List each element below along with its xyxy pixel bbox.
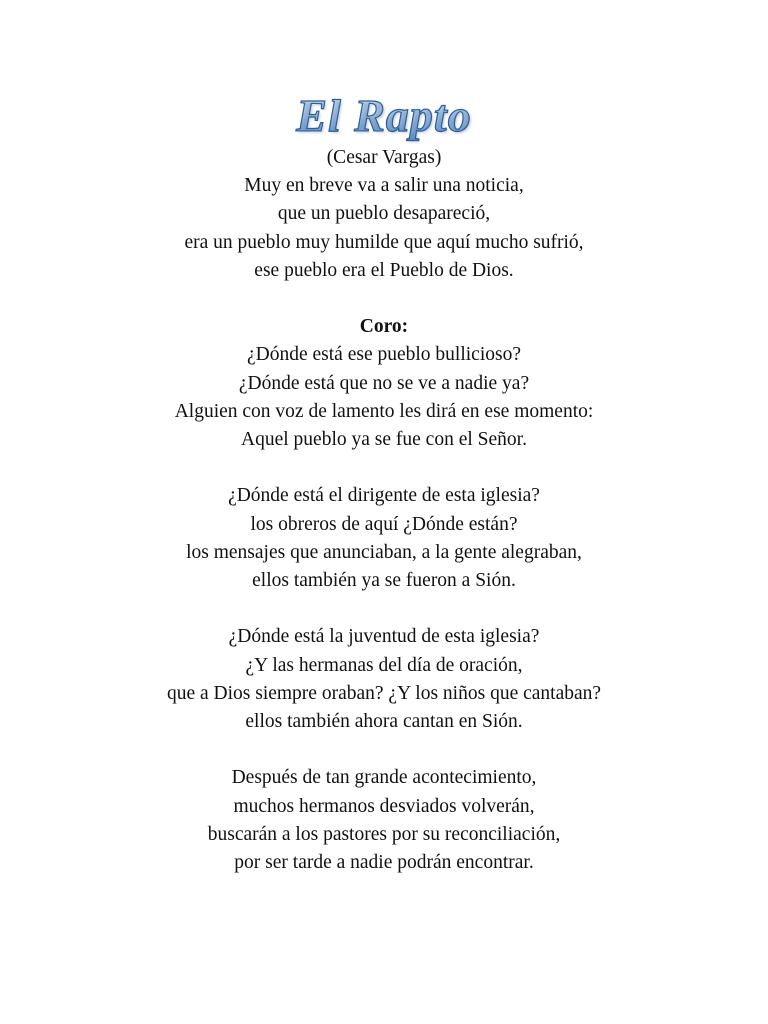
author-line: (Cesar Vargas) (326, 147, 442, 168)
lyric-line: ¿Dónde está ese pueblo bullicioso? (247, 344, 521, 366)
stanza-gap (0, 595, 768, 623)
lyric-line: por ser tarde a nadie podrán encontrar. (234, 852, 534, 874)
lyric-line: ese pueblo era el Pueblo de Dios. (254, 259, 514, 281)
song-lyrics (0, 144, 768, 877)
stanza-gap (0, 454, 768, 482)
lyric-line: que un pueblo desapareció, (277, 203, 491, 225)
chorus-label: Coro: (359, 316, 409, 338)
lyric-line: los mensajes que anunciaban, a la gente alegraban, (186, 541, 582, 563)
lyric-line: Alguien con voz de lamento les dirá en ese momento: (174, 400, 594, 422)
lyric-line: ellos también ya se fueron a Sión. (252, 570, 516, 592)
lyric-line: que a Dios siempre oraban? ¿Y los niños que cantaban? (166, 682, 602, 704)
stanza-2 (0, 482, 768, 595)
stanza-gap (0, 285, 768, 313)
stanza-gap (0, 736, 768, 764)
stanza-3 (0, 623, 768, 736)
lyric-line: los obreros de aquí ¿Dónde están? (250, 513, 518, 535)
lyric-line: ¿Dónde está la juventud de esta iglesia? (228, 626, 540, 648)
lyric-line: ¿Y las hermanas del día de oración, (245, 654, 523, 676)
lyric-line: buscarán a los pastores por su reconciliación, (207, 823, 561, 845)
lyric-line: ¿Dónde está que no se ve a nadie ya? (238, 372, 530, 394)
lyric-line: Aquel pueblo ya se fue con el Señor. (241, 429, 527, 451)
stanza-1 (0, 172, 768, 285)
lyric-line: ¿Dónde está el dirigente de esta iglesia? (228, 485, 540, 507)
stanza-4 (0, 764, 768, 877)
lyric-line: ellos también ahora cantan en Sión. (245, 711, 523, 733)
lyric-line: Después de tan grande acontecimiento, (231, 767, 537, 789)
chorus (0, 313, 768, 454)
lyric-line: muchos hermanos desviados volverán, (233, 795, 535, 817)
song-title: El Rapto (0, 88, 768, 144)
lyric-line: Muy en breve va a salir una noticia, (244, 175, 524, 197)
lyric-line: era un pueblo muy humilde que aquí mucho sufrió, (184, 231, 584, 253)
